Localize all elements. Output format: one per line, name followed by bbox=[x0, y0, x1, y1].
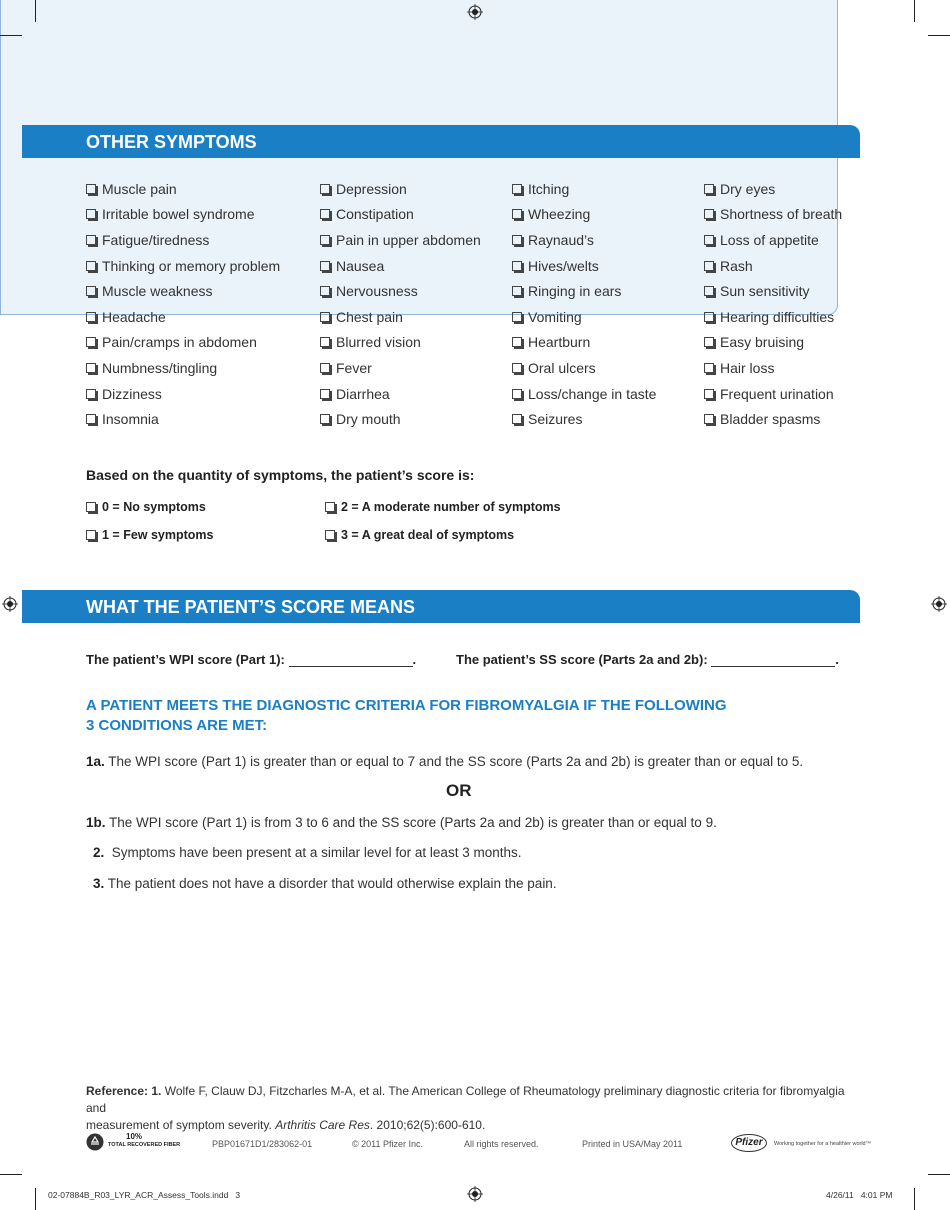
reference-label: Reference: 1. bbox=[86, 1084, 162, 1098]
symptom-label: Hives/welts bbox=[528, 257, 599, 274]
pfizer-logo: Pfizer bbox=[731, 1134, 767, 1152]
crop-mark bbox=[928, 35, 950, 36]
checkbox[interactable] bbox=[320, 209, 330, 219]
symptom-label: Irritable bowel syndrome bbox=[102, 206, 255, 223]
score-option-0[interactable] bbox=[86, 500, 206, 514]
score-meaning-title: WHAT THE PATIENT’S SCORE MEANS bbox=[22, 590, 860, 623]
symptom-item[interactable] bbox=[512, 406, 656, 432]
score-option-1[interactable] bbox=[86, 528, 214, 542]
symptom-label: Itching bbox=[528, 180, 570, 197]
recycle-icon bbox=[86, 1133, 104, 1151]
checkbox[interactable] bbox=[512, 261, 522, 271]
symptom-item[interactable] bbox=[320, 253, 481, 279]
checkbox[interactable] bbox=[512, 337, 522, 347]
symptom-item[interactable] bbox=[704, 381, 842, 407]
symptom-item[interactable] bbox=[704, 355, 842, 381]
checkbox[interactable] bbox=[86, 502, 96, 512]
checkbox[interactable] bbox=[320, 184, 330, 194]
symptom-label: Rash bbox=[720, 257, 753, 274]
checkbox[interactable] bbox=[320, 235, 330, 245]
symptom-item[interactable] bbox=[320, 330, 481, 356]
symptom-item[interactable] bbox=[512, 202, 656, 228]
symptom-label: Fever bbox=[336, 359, 372, 376]
criteria-heading bbox=[86, 696, 727, 736]
symptom-item[interactable] bbox=[86, 278, 280, 304]
checkbox[interactable] bbox=[320, 286, 330, 296]
symptom-label: Seizures bbox=[528, 411, 583, 428]
symptom-item[interactable] bbox=[86, 202, 280, 228]
checkbox[interactable] bbox=[325, 530, 335, 540]
crop-mark bbox=[914, 0, 915, 22]
symptom-item[interactable] bbox=[320, 278, 481, 304]
symptom-label: Blurred vision bbox=[336, 334, 421, 351]
symptom-label: Dry mouth bbox=[336, 411, 401, 428]
condition-text: The WPI score (Part 1) is from 3 to 6 and the SS score (Parts 2a and 2b) is greater than or equal to 9. bbox=[109, 815, 717, 830]
symptom-item[interactable] bbox=[86, 176, 280, 202]
symptom-label: Heartburn bbox=[528, 334, 591, 351]
symptom-item[interactable] bbox=[704, 253, 842, 279]
score-option-label: 2 = A moderate number of symptoms bbox=[341, 500, 561, 514]
symptom-item[interactable] bbox=[320, 381, 481, 407]
symptom-label: Constipation bbox=[336, 206, 414, 223]
condition-number: 3. bbox=[93, 876, 105, 891]
recycled-label: TOTAL RECOVERED FIBER bbox=[108, 1142, 181, 1148]
checkbox[interactable] bbox=[320, 261, 330, 271]
pfizer-tagline: Working together for a healthier world™ bbox=[774, 1141, 872, 1147]
reference-text: measurement of symptom severity. bbox=[86, 1118, 272, 1132]
symptom-label: Thinking or memory problem bbox=[102, 257, 281, 274]
checkbox[interactable] bbox=[320, 312, 330, 322]
checkbox[interactable] bbox=[512, 363, 522, 373]
checkbox[interactable] bbox=[512, 414, 522, 424]
symptom-item[interactable] bbox=[86, 381, 280, 407]
checkbox[interactable] bbox=[512, 235, 522, 245]
reference-journal: Arthritis Care Res bbox=[275, 1118, 370, 1132]
symptom-item[interactable] bbox=[320, 202, 481, 228]
symptom-label: Hearing difficulties bbox=[720, 308, 835, 325]
symptom-label: Muscle weakness bbox=[102, 283, 213, 300]
checkbox[interactable] bbox=[86, 337, 96, 347]
condition-3 bbox=[93, 876, 557, 891]
crop-mark bbox=[928, 1174, 950, 1175]
symptom-item[interactable] bbox=[512, 304, 656, 330]
reference-text: Wolfe F, Clauw DJ, Fitzcharles M-A, et al. The American College of Rheumatology preliminary diagnostic criteria for fibromyalgia and bbox=[86, 1084, 845, 1115]
symptom-label: Loss/change in taste bbox=[528, 385, 657, 402]
wpi-score-label: The patient’s WPI score (Part 1): bbox=[86, 652, 285, 667]
checkbox[interactable] bbox=[704, 337, 714, 347]
symptom-label: Sun sensitivity bbox=[720, 283, 810, 300]
checkbox[interactable] bbox=[704, 312, 714, 322]
symptom-item[interactable] bbox=[512, 176, 656, 202]
symptom-label: Pain/cramps in abdomen bbox=[102, 334, 257, 351]
other-symptoms-title: OTHER SYMPTOMS bbox=[22, 125, 860, 158]
condition-number: 1b. bbox=[86, 815, 106, 830]
symptom-column bbox=[86, 176, 280, 432]
document-code: PBP01671D1/283062-01 bbox=[212, 1139, 313, 1149]
checkbox[interactable] bbox=[512, 312, 522, 322]
condition-1a bbox=[86, 754, 803, 769]
checkbox[interactable] bbox=[704, 414, 714, 424]
symptom-item[interactable] bbox=[704, 176, 842, 202]
symptom-label: Shortness of breath bbox=[720, 206, 843, 223]
symptom-column bbox=[512, 176, 656, 432]
crop-mark bbox=[0, 35, 22, 36]
symptom-label: Nervousness bbox=[336, 283, 418, 300]
condition-text: The WPI score (Part 1) is greater than or equal to 7 and the SS score (Parts 2a and 2b) is greater than or equal to 5. bbox=[108, 754, 804, 769]
checkbox[interactable] bbox=[320, 337, 330, 347]
checkbox[interactable] bbox=[512, 286, 522, 296]
symptom-item[interactable] bbox=[86, 227, 280, 253]
checkbox[interactable] bbox=[704, 209, 714, 219]
reference bbox=[86, 1083, 866, 1134]
score-option-3[interactable] bbox=[325, 528, 514, 542]
wpi-score-line: The patient’s WPI score (Part 1): . bbox=[86, 652, 417, 667]
checkbox[interactable] bbox=[320, 363, 330, 373]
registration-mark-icon bbox=[467, 1186, 483, 1202]
criteria-heading-line: 3 CONDITIONS ARE MET: bbox=[86, 717, 268, 734]
symptom-item[interactable] bbox=[320, 176, 481, 202]
checkbox[interactable] bbox=[86, 389, 96, 399]
symptom-item[interactable] bbox=[512, 330, 656, 356]
symptom-label: Numbness/tingling bbox=[102, 359, 218, 376]
checkbox[interactable] bbox=[86, 235, 96, 245]
symptom-item[interactable] bbox=[86, 406, 280, 432]
symptom-label: Nausea bbox=[336, 257, 385, 274]
rights: All rights reserved. bbox=[464, 1139, 539, 1149]
score-prompt: Based on the quantity of symptoms, the patient’s score is: bbox=[86, 467, 475, 483]
symptom-item[interactable] bbox=[704, 406, 842, 432]
ss-score-input[interactable] bbox=[711, 652, 835, 667]
checkbox[interactable] bbox=[704, 184, 714, 194]
symptom-label: Wheezing bbox=[528, 206, 591, 223]
symptom-item[interactable] bbox=[86, 253, 280, 279]
symptom-item[interactable] bbox=[704, 227, 842, 253]
criteria-heading-line: A PATIENT MEETS THE DIAGNOSTIC CRITERIA FOR FIBROMYALGIA IF THE FOLLOWING bbox=[86, 697, 727, 714]
symptom-label: Bladder spasms bbox=[720, 411, 821, 428]
recycled-badge bbox=[108, 1133, 180, 1149]
checkbox[interactable] bbox=[512, 184, 522, 194]
registration-mark-icon bbox=[467, 4, 483, 20]
symptom-label: Raynaud’s bbox=[528, 231, 594, 248]
symptom-label: Chest pain bbox=[336, 308, 403, 325]
symptom-label: Pain in upper abdomen bbox=[336, 231, 481, 248]
symptom-label: Vomiting bbox=[528, 308, 582, 325]
symptom-item[interactable] bbox=[320, 304, 481, 330]
condition-2 bbox=[93, 845, 521, 860]
crop-mark bbox=[0, 1174, 22, 1175]
condition-text: The patient does not have a disorder that would otherwise explain the pain. bbox=[107, 876, 557, 891]
checkbox[interactable] bbox=[86, 312, 96, 322]
registration-mark-icon bbox=[2, 596, 18, 612]
checkbox[interactable] bbox=[86, 209, 96, 219]
symptom-label: Dizziness bbox=[102, 385, 162, 402]
symptom-label: Insomnia bbox=[102, 411, 159, 428]
symptom-item[interactable] bbox=[86, 330, 280, 356]
symptom-item[interactable] bbox=[704, 304, 842, 330]
symptom-item[interactable] bbox=[86, 304, 280, 330]
symptom-label: Frequent urination bbox=[720, 385, 834, 402]
symptom-label: Easy bruising bbox=[720, 334, 805, 351]
checkbox[interactable] bbox=[704, 389, 714, 399]
symptom-item[interactable] bbox=[320, 406, 481, 432]
printed-info: Printed in USA/May 2011 bbox=[582, 1139, 683, 1149]
crop-mark bbox=[35, 1188, 36, 1210]
symptom-item[interactable] bbox=[320, 355, 481, 381]
symptom-item[interactable] bbox=[512, 227, 656, 253]
score-option-2[interactable] bbox=[325, 500, 561, 514]
checkbox[interactable] bbox=[86, 363, 96, 373]
symptom-label: Headache bbox=[102, 308, 166, 325]
recycled-percent: 10% bbox=[126, 1132, 143, 1141]
checkbox[interactable] bbox=[320, 414, 330, 424]
slug-filename: 02-07884B_R03_LYR_ACR_Assess_Tools.indd 3 bbox=[48, 1190, 241, 1200]
checkbox[interactable] bbox=[86, 184, 96, 194]
registration-mark-icon bbox=[931, 596, 947, 612]
reference-text: . 2010;62(5):600-610. bbox=[369, 1118, 486, 1132]
checkbox[interactable] bbox=[320, 389, 330, 399]
checkbox[interactable] bbox=[86, 286, 96, 296]
symptom-label: Oral ulcers bbox=[528, 359, 596, 376]
score-option-label: 1 = Few symptoms bbox=[102, 528, 214, 542]
symptom-item[interactable] bbox=[512, 381, 656, 407]
copyright: © 2011 Pfizer Inc. bbox=[352, 1139, 423, 1149]
symptom-label: Hair loss bbox=[720, 359, 775, 376]
symptom-label: Depression bbox=[336, 180, 407, 197]
checkbox[interactable] bbox=[86, 530, 96, 540]
symptom-item[interactable] bbox=[512, 253, 656, 279]
symptom-label: Ringing in ears bbox=[528, 283, 622, 300]
symptom-item[interactable] bbox=[704, 202, 842, 228]
or-separator: OR bbox=[446, 781, 472, 800]
ss-score-label: The patient’s SS score (Parts 2a and 2b): bbox=[456, 652, 708, 667]
checkbox[interactable] bbox=[704, 363, 714, 373]
condition-text: Symptoms have been present at a similar level for at least 3 months. bbox=[111, 845, 522, 860]
symptom-column bbox=[320, 176, 481, 432]
symptom-item[interactable] bbox=[704, 278, 842, 304]
symptom-label: Muscle pain bbox=[102, 180, 177, 197]
ss-score-line: The patient’s SS score (Parts 2a and 2b): . bbox=[456, 652, 839, 667]
symptom-label: Loss of appetite bbox=[720, 231, 819, 248]
checkbox[interactable] bbox=[512, 209, 522, 219]
checkbox[interactable] bbox=[325, 502, 335, 512]
crop-mark bbox=[914, 1188, 915, 1210]
symptom-column bbox=[704, 176, 842, 432]
checkbox[interactable] bbox=[704, 286, 714, 296]
crop-mark bbox=[35, 0, 36, 22]
symptom-label: Fatigue/tiredness bbox=[102, 231, 210, 248]
symptom-item[interactable] bbox=[512, 278, 656, 304]
condition-1b bbox=[86, 815, 717, 830]
checkbox[interactable] bbox=[704, 261, 714, 271]
symptom-item[interactable] bbox=[320, 227, 481, 253]
checkbox[interactable] bbox=[512, 389, 522, 399]
score-option-label: 0 = No symptoms bbox=[102, 500, 206, 514]
symptom-item[interactable] bbox=[86, 355, 280, 381]
condition-number: 2. bbox=[93, 845, 105, 860]
condition-number: 1a. bbox=[86, 754, 105, 769]
checkbox[interactable] bbox=[86, 414, 96, 424]
checkbox[interactable] bbox=[704, 235, 714, 245]
symptom-label: Diarrhea bbox=[336, 385, 390, 402]
wpi-score-input[interactable] bbox=[289, 652, 413, 667]
slug-date: 4/26/11 4:01 PM bbox=[826, 1190, 893, 1200]
symptom-item[interactable] bbox=[512, 355, 656, 381]
checkbox[interactable] bbox=[86, 261, 96, 271]
symptom-label: Dry eyes bbox=[720, 180, 776, 197]
score-option-label: 3 = A great deal of symptoms bbox=[341, 528, 515, 542]
symptom-item[interactable] bbox=[704, 330, 842, 356]
